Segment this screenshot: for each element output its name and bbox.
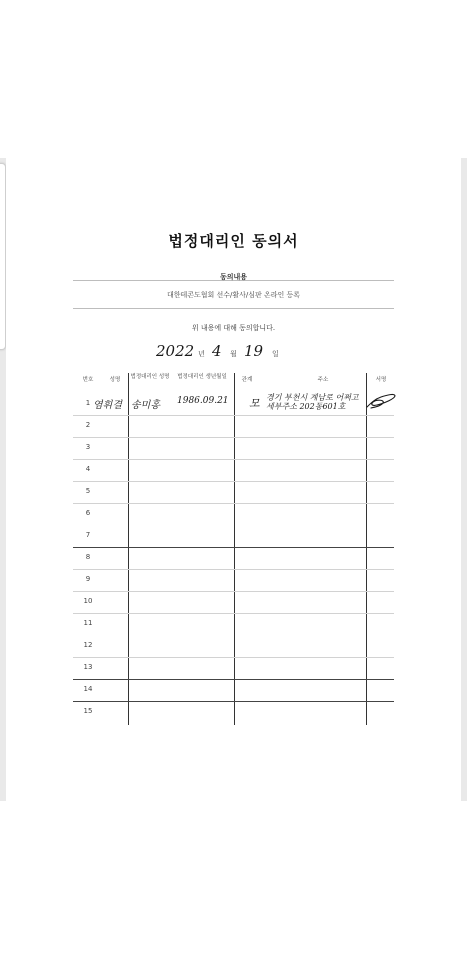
document-title: 법정대리인 동의서 [168,232,299,250]
row-line [73,415,394,416]
header-relation: 관계 [241,377,253,383]
row-line [73,503,394,504]
date-day: 19 [244,342,264,360]
row-line [73,481,394,482]
date-month-unit: 월 [230,350,237,358]
student-name: 염휘결 [93,400,122,411]
row-number: 10 [83,597,93,605]
agreement-statement: 위 내용에 대해 동의합니다. [191,324,276,332]
row-number: 8 [85,553,91,561]
consent-content: 대한테콘도협회 선수/활사/심판 온라인 등록 [166,291,301,299]
guardian-name: 송미홍 [131,400,160,411]
address-line-1: 경기 부천시 계남로 어쩌고 [266,393,359,402]
row-line [73,701,394,702]
guardian-birthdate: 1986.09.21 [177,396,229,406]
row-number: 13 [83,663,93,671]
row-line [73,657,394,658]
row-number: 4 [85,465,91,473]
row-line [73,569,394,570]
header-guardian-name: 법정대리인 성명 [130,374,170,380]
document-page [6,158,461,801]
date-line [156,340,356,364]
row-number: 15 [83,707,93,715]
row-number: 3 [85,443,91,451]
date-month: 4 [212,342,222,360]
viewer-bottom-band [0,801,467,959]
date-day-unit: 일 [272,350,279,358]
row-number: 7 [85,531,91,539]
date-year: 2022 [156,342,195,360]
row-line [73,459,394,460]
row-line [73,437,394,438]
row-number: 5 [85,487,91,495]
header-guardian-birth: 법정대리인 생년월일 [177,374,227,380]
table-col-line [234,373,235,725]
section-label: 동의내용 [219,273,248,281]
header-name: 성명 [109,377,121,383]
header-signature: 서명 [375,377,387,383]
guardian-relation: 모 [249,397,260,410]
row-number: 9 [85,575,91,583]
row-line [73,613,394,614]
row-number: 12 [83,641,93,649]
guardian-table [73,373,394,725]
row-number: 1 [85,399,91,407]
viewer-top-band [0,0,467,158]
row-number: 6 [85,509,91,517]
header-address: 주소 [317,377,329,383]
row-number: 11 [83,619,93,627]
row-line [73,591,394,592]
table-col-line [366,373,367,725]
divider [73,308,394,309]
header-no: 번호 [82,377,94,383]
date-year-unit: 년 [198,350,205,358]
row-number: 2 [85,421,91,429]
table-col-line [128,373,129,725]
row-line [73,547,394,548]
signature-scribble [365,389,397,411]
address-line-2: 세부주소 202동601호 [266,402,346,411]
row-number: 14 [83,685,93,693]
row-line [73,679,394,680]
